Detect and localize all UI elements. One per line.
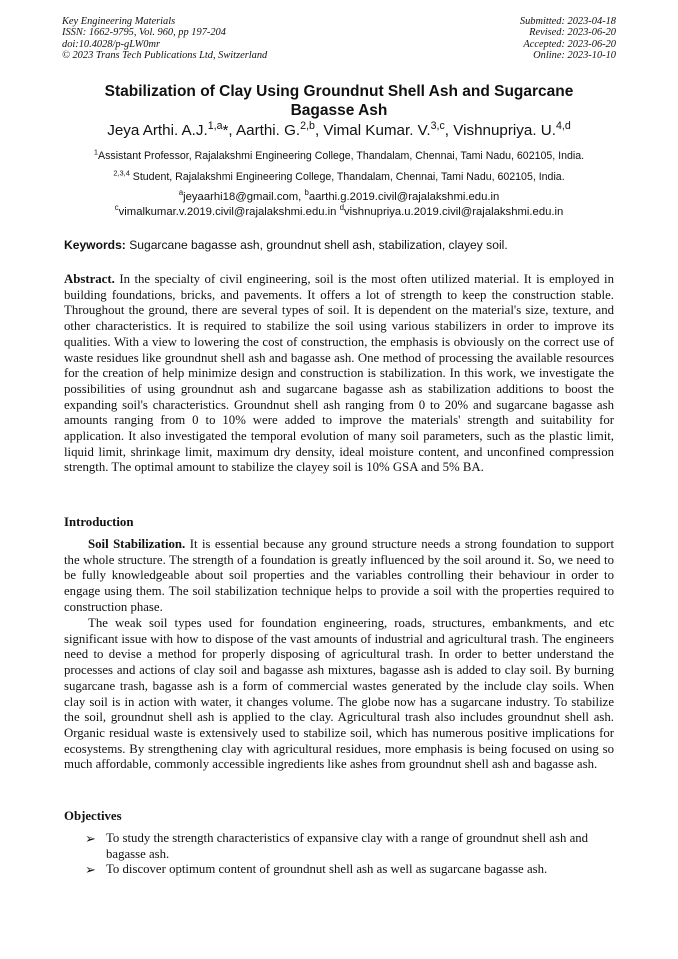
- affiliation-1: [10, 147, 668, 162]
- arrow-bullet-icon: ➢: [85, 831, 96, 846]
- author-separator: ,: [314, 122, 324, 139]
- paper-title: [62, 82, 616, 120]
- header-right: [520, 16, 616, 62]
- copyright-notice: © 2023 Trans Tech Publications Ltd, Switzerland: [62, 50, 268, 62]
- author-3: Vimal Kumar. V.: [323, 122, 431, 139]
- objectives-heading: Objectives: [64, 809, 122, 823]
- abstract: [64, 272, 614, 476]
- objective-2: To discover optimum content of groundnut shell ash as well as sugarcane bagasse ash.: [106, 862, 548, 877]
- email-b[interactable]: aarthi.g.2019.civil@rajalakshmi.edu.in: [308, 191, 500, 203]
- introduction-paragraph-2: The weak soil types used for foundation engineering, roads, structures, embankments, and etc significant issue with how to dispose of the vast amounts of industrial and agricultural trash. The engineers need to devise a method for properly disposing of agricultural trash. In order to better understand the processes and actions of clay soil and bagasse ash mixtures, bagasse ash is added to clay soil. By burning sugarcane trash, bagasse ash is a form of commercial wastes generated by the include clay soils. When clay soil is in action with water, it changes volume. The globe now has a sugarcane industry. To stabilize the soil, groundnut shell ash is applied to the clay. Agricultural trash also includes groundnut shell ash. Organic residual waste is extensively used to stabilize soil, which has numerous positive implications for ecosystems. By strengthening clay with agricultural residues, more emphasis is being focused on using so much affordable, commonly accessible ingredients like ashes from groundnut shell ash and bagasse ash.: [64, 616, 614, 772]
- author-separator: ,: [444, 122, 454, 139]
- affiliation-2: [10, 168, 668, 183]
- title-line-1: Stabilization of Clay Using Groundnut Shell Ash and Sugarcane: [104, 83, 574, 100]
- introduction-heading: Introduction: [64, 515, 134, 529]
- author-2: Aarthi. G.: [236, 122, 301, 139]
- introduction-paragraph-1-text: It is essential because any ground structure needs a strong foundation to support the whole structure. The strength of a foundation is greatly influenced by the soil around it. So, we need to be fully knowledgeable about soil properties and the variables controlling their behaviour in order to engage using them. The soil stabilization technique helps to provide a soil with the properties required to construction phase.: [64, 537, 614, 614]
- email-line-2: [20, 205, 658, 220]
- arrow-bullet-icon: ➢: [85, 862, 96, 878]
- keywords-text: Sugarcane bagasse ash, groundnut shell ash, stabilization, clayey soil.: [125, 238, 508, 252]
- header-left: [62, 16, 267, 62]
- affiliation-1-sup: 1: [93, 147, 99, 157]
- accepted-date: Accepted: 2023-06-20: [523, 38, 616, 50]
- keywords-label: Keywords:: [64, 238, 126, 252]
- journal-issn: ISSN: 1662-9795, Vol. 960, pp 197-204: [62, 27, 226, 39]
- objective-1: To study the strength characteristics of expansive clay with a range of groundnut shell ash and bagasse ash.: [106, 831, 589, 861]
- abstract-text: In the specialty of civil engineering, soil is the most often utilized material. It is employed in building foundations, bricks, and pavements. It offers a lot of strength to keep the construction stable. Throughout the ground, there are several types of soil. It is dependent on the material's size, texture, and other characteristics. It is required to stabilize the soil using various stabilizers in order to improve its qualities. With a view to lowering the cost of construction, the emphasis is obviously on the correct use of waste residues like groundnut shell ash and bagasse ash. One method of processing the available resources for the creation of help minimize design and construction is stabilization. In this work, we investigate the possibilities of using groundnut ash and sugarcane bagasse ash as stabilization additions to boost the expanding soil's characteristics. Groundnut shell ash ranging from 0 to 20% and sugarcane bagasse ash amounts ranging from 0 to 10% were added to improve the materials' strength and suitability for application. It also investigated the temporal evolution of many soil parameters, such as the plastic limit, liquid limit, shrinkage limit, maximum dry density, ideal moisture content, and unconfined compression strength. The optimal amount to stabilize the clayey soil is 10% GSA and 5% BA.: [64, 272, 614, 475]
- abstract-label: Abstract.: [64, 272, 115, 286]
- author-4-sup: 4,d: [555, 119, 571, 132]
- author-4: Vishnupriya. U.: [453, 122, 556, 139]
- introduction-paragraph-1: [64, 537, 614, 616]
- affiliation-2-sup: 2,3,4: [113, 168, 130, 178]
- author-3-sup: 3,c: [430, 119, 445, 132]
- list-item: [85, 862, 615, 878]
- author-list: [20, 119, 658, 139]
- submitted-date: Submitted: 2023-04-18: [519, 16, 616, 27]
- soil-stabilization-label: Soil Stabilization.: [88, 537, 186, 551]
- revised-date: Revised: 2023-06-20: [529, 27, 616, 39]
- journal-name: Key Engineering Materials: [62, 16, 176, 27]
- online-date: Online: 2023-10-10: [533, 50, 616, 62]
- title-line-2: Bagasse Ash: [290, 102, 388, 119]
- email-c[interactable]: vimalkumar.v.2019.civil@rajalakshmi.edu.in: [118, 206, 340, 218]
- author-1: Jeya Arthi. A.J.: [107, 122, 208, 139]
- keywords: [64, 238, 614, 252]
- corresponding-mark: *,: [222, 122, 236, 139]
- email-b-sup: b: [304, 188, 309, 198]
- email-a-sup: a: [178, 188, 184, 198]
- list-item: [85, 831, 615, 862]
- affiliation-1-text: Assistant Professor, Rajalakshmi Engineering College, Thandalam, Chennai, Tami Nadu, 602105, India.: [98, 150, 585, 162]
- article-doi: doi:10.4028/p-gLW0mr: [62, 38, 161, 50]
- email-d[interactable]: vishnupriya.u.2019.civil@rajalakshmi.edu.in: [344, 206, 564, 218]
- email-c-sup: c: [114, 203, 119, 213]
- email-d-sup: d: [339, 203, 344, 213]
- author-2-sup: 2,b: [300, 119, 315, 132]
- objectives-list: [85, 831, 615, 878]
- email-a[interactable]: jeyaarhi18@gmail.com,: [183, 191, 305, 203]
- author-1-sup: 1,a: [207, 119, 223, 132]
- affiliation-2-text: Student, Rajalakshmi Engineering College, Thandalam, Chennai, Tami Nadu, 602105, India.: [129, 171, 565, 183]
